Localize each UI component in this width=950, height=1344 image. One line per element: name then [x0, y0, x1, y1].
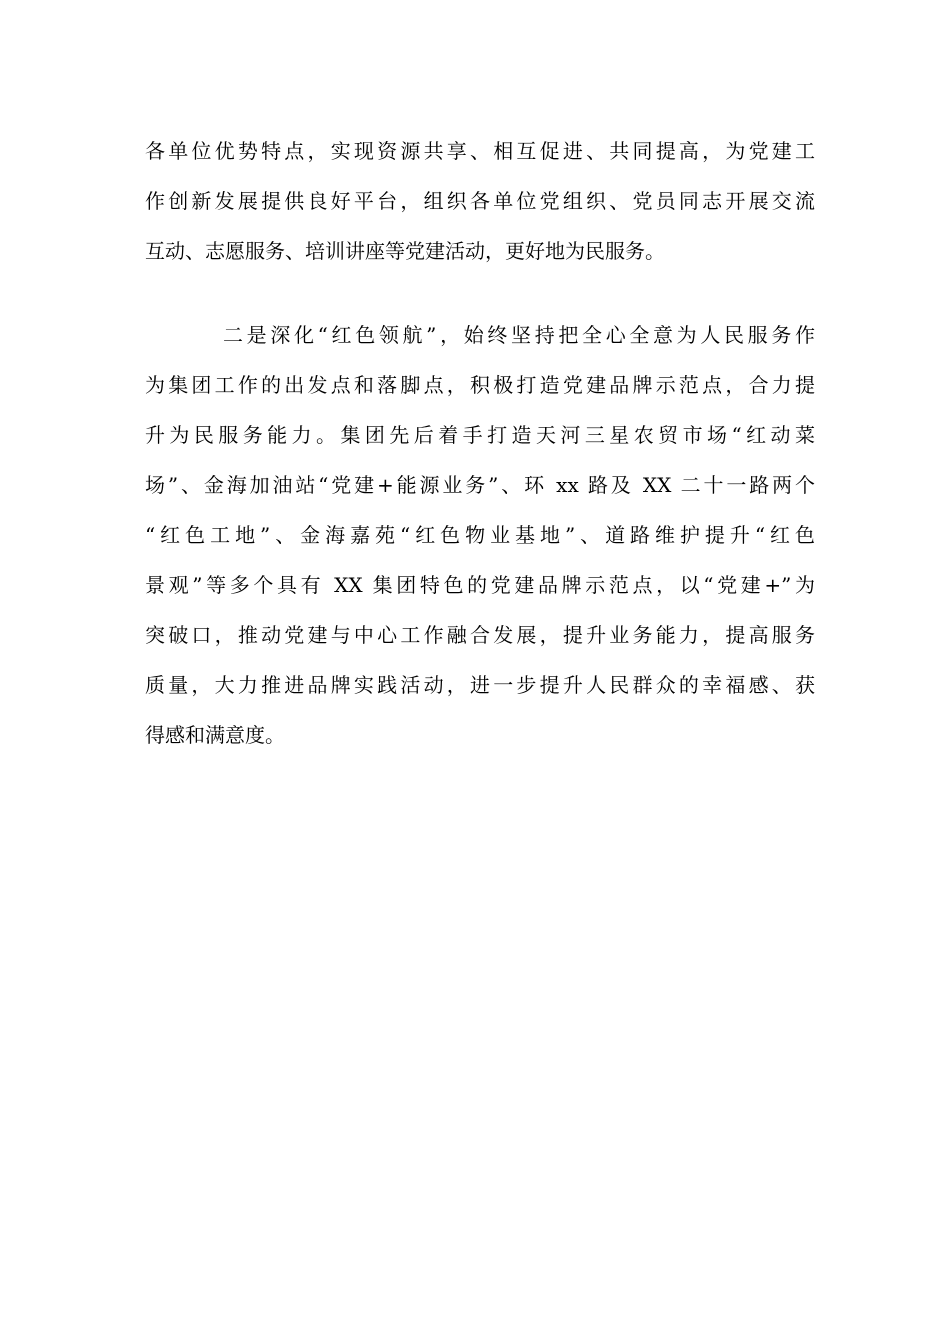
- paragraph-line: 升为民服务能力。集团先后着手打造天河三星农贸市场“红动菜: [145, 423, 815, 447]
- paragraph-line: 得感和满意度。: [145, 723, 285, 747]
- paragraph-line: “红色工地”、金海嘉苑“红色物业基地”、道路维护提升“红色: [145, 523, 815, 547]
- paragraph-line: 作创新发展提供良好平台，组织各单位党组织、党员同志开展交流: [145, 189, 815, 213]
- paragraph-line: 场”、金海加油站“党建+能源业务”、环 xx 路及 XX 二十一路两个: [145, 473, 815, 497]
- paragraph-line: 质量，大力推进品牌实践活动，进一步提升人民群众的幸福感、获: [145, 673, 815, 697]
- paragraph-line: 各单位优势特点，实现资源共享、相互促进、共同提高，为党建工: [145, 139, 815, 163]
- paragraph-line: 景观”等多个具有 XX 集团特色的党建品牌示范点，以“党建+”为: [145, 573, 815, 597]
- paragraph-1: [145, 126, 815, 276]
- paragraph-line: 互动、志愿服务、培训讲座等党建活动，更好地为民服务。: [145, 239, 665, 263]
- paragraph-line: 二是深化“红色领航”，始终坚持把全心全意为人民服务作: [223, 323, 815, 347]
- paragraph-line: 突破口，推动党建与中心工作融合发展，提升业务能力，提高服务: [145, 623, 815, 647]
- paragraph-line: 为集团工作的出发点和落脚点，积极打造党建品牌示范点，合力提: [145, 373, 815, 397]
- paragraph-2: [145, 310, 815, 760]
